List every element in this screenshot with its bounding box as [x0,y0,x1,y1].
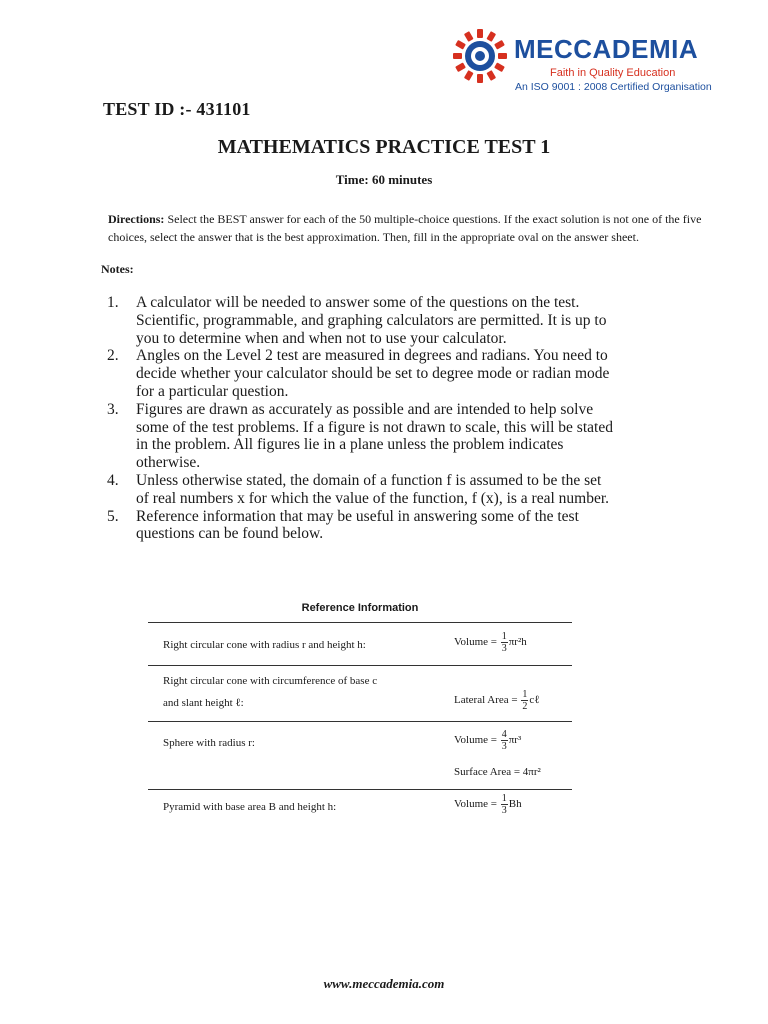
notes-label: Notes: [101,262,134,276]
formula-label: Volume = [454,798,497,811]
reference-row-formula [454,729,521,752]
table-rule [148,721,572,722]
gear-logo-icon [452,26,512,86]
fraction-denominator: 3 [501,643,507,654]
notes-list [107,294,617,543]
formula-label: Volume = [454,636,497,649]
formula-tail: πr³ [508,734,522,747]
note-text: Figures are drawn as accurately as possible and are intended to help solve some of the test problems. If a figure is not drawn to scale, this will be stated in the problem. All figures lie in a plane unless the problem indicates otherwise. [136,400,613,472]
note-item [107,508,617,544]
reference-row-formula [454,631,527,654]
formula-fraction [501,631,508,654]
fraction-denominator: 3 [501,741,507,752]
table-rule [148,622,572,623]
fraction-denominator: 2 [522,701,528,712]
note-item [107,401,617,472]
formula-fraction [501,729,508,752]
note-number: 1. [107,294,119,311]
meccademia-logo [452,26,722,96]
footer-website: www.meccademia.com [323,976,445,991]
directions-text: Select the BEST answer for each of the 50 multiple-choice questions. If the exact solution is not one of the five choices, select the answer that is the best approximation. Then, fill in the appropriate oval on the answer sheet. [108,212,702,244]
note-number: 2. [107,347,119,365]
reference-title: Reference Information [301,602,419,614]
note-number: 4. [107,471,119,489]
note-item [107,294,617,347]
reference-row-formula [454,689,540,712]
formula-label: Lateral Area = [454,694,518,707]
fraction-numerator: 1 [522,689,528,700]
logo-name: MECCADEMIA [514,34,699,64]
time-limit: Time: 60 minutes [335,172,433,187]
note-number: 3. [107,400,119,418]
logo-tagline: Faith in Quality Education [550,67,676,79]
formula-fraction [521,689,528,712]
fraction-denominator: 3 [501,805,507,816]
note-item [107,347,617,400]
reference-row-formula [454,793,522,816]
note-text: Reference information that may be useful in answering some of the test questions can be found below. [136,507,579,543]
note-text: Angles on the Level 2 test are measured in degrees and radians. You need to decide whether your calculator should be set to degree mode or radian mode for a particular question. [136,347,610,400]
reference-row-desc: Pyramid with base area B and height h: [163,801,337,813]
table-rule [148,789,572,790]
table-rule [148,665,572,666]
note-item [107,472,617,508]
reference-row-desc: and slant height ℓ: [163,697,244,709]
formula-tail: Bh [508,798,522,811]
formula-fraction [501,793,508,816]
directions-label: Directions: [108,212,165,226]
test-id: TEST ID :- 431101 [103,99,251,119]
page-title: MATHEMATICS PRACTICE TEST 1 [217,136,551,158]
fraction-numerator: 1 [501,793,507,804]
reference-row-desc: Sphere with radius r: [163,737,255,749]
fraction-numerator: 1 [501,631,507,642]
reference-row-desc: Right circular cone with radius r and height h: [163,639,366,651]
reference-row-extra-formula: Surface Area = 4πr² [454,766,541,778]
reference-row-desc: Right circular cone with circumference of base c [163,675,378,687]
note-number: 5. [107,507,119,525]
formula-tail: πr²h [508,636,527,649]
formula-tail: cℓ [529,694,540,707]
logo-iso-text: An ISO 9001 : 2008 Certified Organisation [515,81,712,93]
note-text: A calculator will be needed to answer some of the questions on the test. Scientific, programmable, and graphing calculators are permitted. It is up to you to determine when and when not to use your calculator. [136,294,607,347]
directions-paragraph [108,210,713,246]
note-text: Unless otherwise stated, the domain of a function f is assumed to be the set of real numbers x for which the value of the function, f (x), is a real number. [136,471,610,507]
fraction-numerator: 4 [501,729,507,740]
formula-label: Volume = [454,734,497,747]
